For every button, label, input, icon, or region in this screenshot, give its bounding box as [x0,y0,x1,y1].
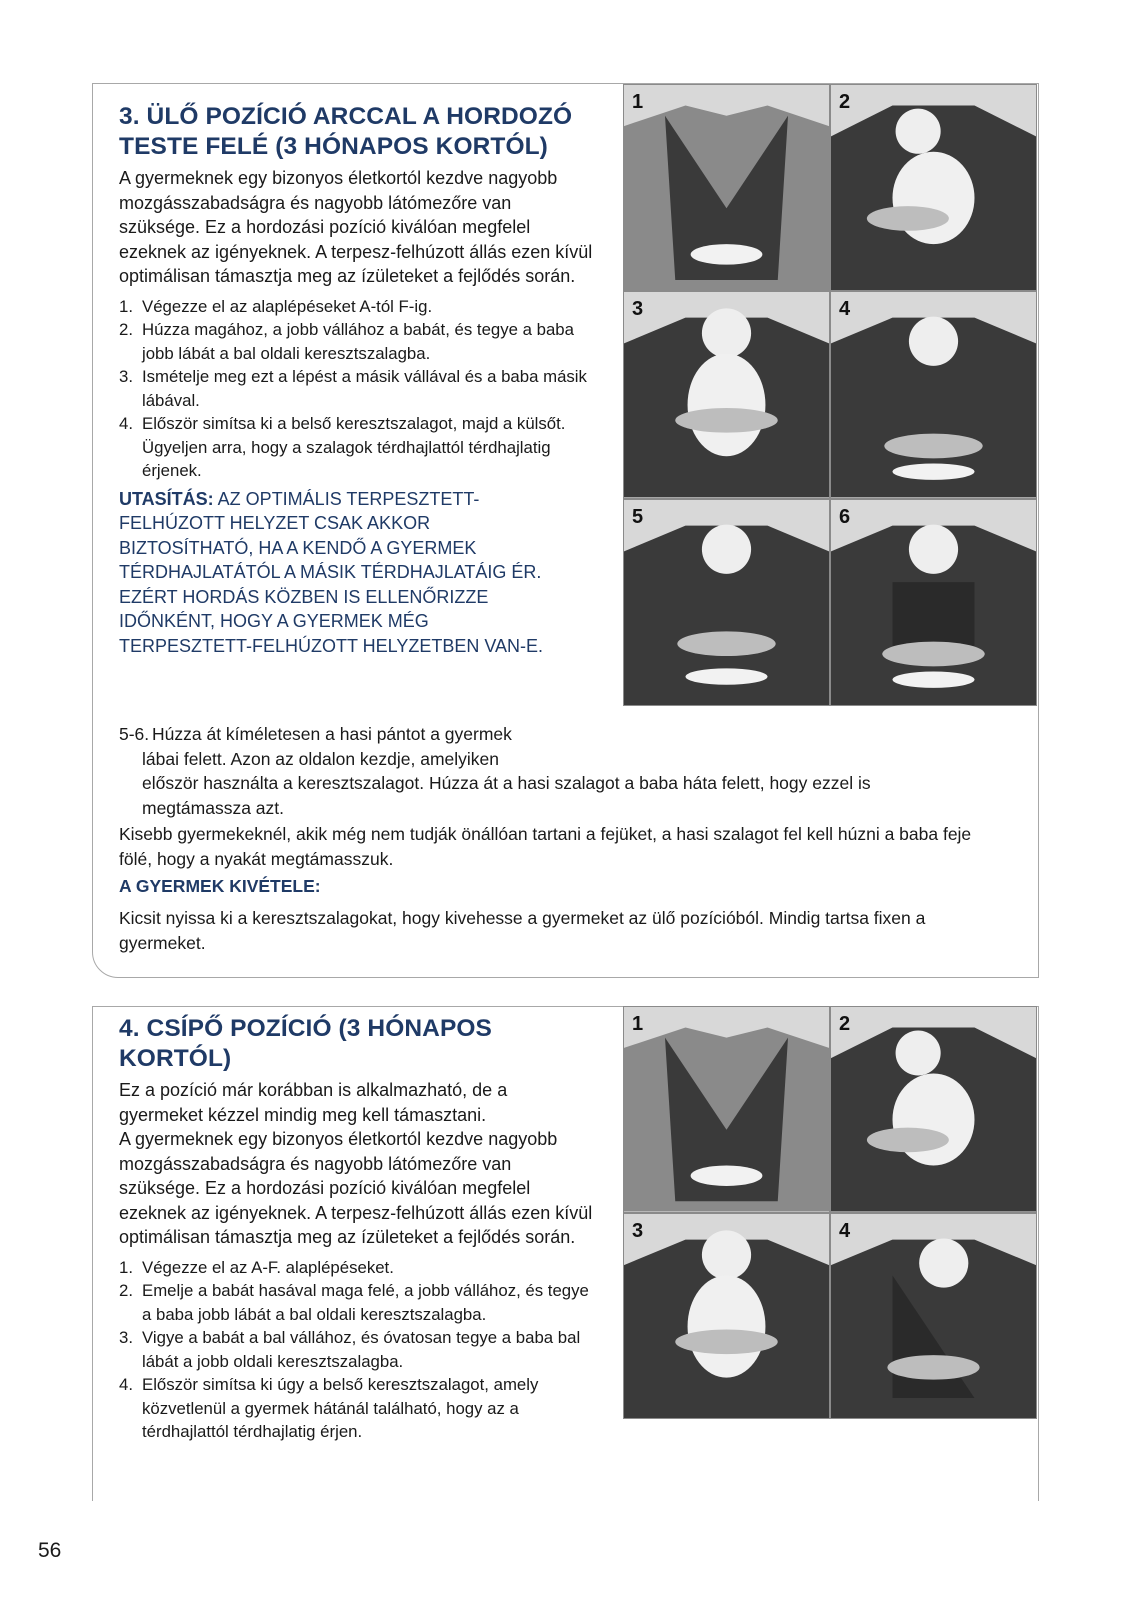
section-3-intro: A gyermeknek egy bizonyos életkortól kezdve nagyobb mozgásszabadságra és nagyobb látómezőre van szüksége. Ez a hordozási pozíció kiválóan megfelel ezeknek az igényeknek. A terpesz-felhúzott állás ezen kívül optimálisan támasztja meg az ízületeket a fejlődés során. [119,168,593,286]
small-children-note: Kisebb gyermekeknél, akik még nem tudják önállóan tartani a fejüket, a hasi szalagot fel kell húzni a baba feje fölé, hogy a nyakát megtámasszuk. [119,824,972,869]
photo-step-3: 3 [624,1214,829,1419]
list-item: 3. Ismételje meg ezt a lépést a másik vállával és a baba másik lábával. [119,367,587,410]
list-item: 4. Először simítsa ki úgy a belső keresztszalagot, amely közvetlenül a gyermek hátánál található, hogy az a térdhajlattól térdhajlatig érjen. [119,1375,539,1441]
carrier-photo-icon [831,1214,1036,1419]
list-item: 4. Először simítsa ki a belső keresztszalagot, majd a külsőt. Ügyeljen arra, hogy a szalagok térdhajlattól térdhajlatig érjenek. [119,414,566,480]
photo-step-3: 3 [624,292,829,497]
section-4-text [119,1014,594,1444]
photo-step-1: 1 [624,85,829,290]
carrier-photo-icon [624,1007,829,1212]
section-4-photo-grid [623,1006,1037,1419]
carrier-photo-icon [831,292,1036,497]
carrier-photo-icon [831,85,1036,290]
carrier-photo-icon [831,500,1036,705]
section-3-photo-grid [623,84,1037,706]
list-item: 1. Végezze el az alaplépéseket A-tól F-ig. [119,296,433,316]
carrier-photo-icon [624,1214,829,1419]
section-3-title: 3. ÜLŐ POZÍCIÓ ARCCAL A HORDOZÓ TESTE FELÉ (3 HÓNAPOS KORTÓL) [119,103,573,160]
removal-heading: A GYERMEK KIVÉTELE: [119,876,321,896]
photo-step-5: 5 [624,500,829,705]
photo-step-4: 4 [831,1214,1036,1419]
instruction-note: UTASÍTÁS: AZ OPTIMÁLIS TERPESZTETT-FELHÚZOTT HELYZET CSAK AKKOR BIZTOSÍTHATÓ, HA A KENDŐ A GYERMEK TÉRDHAJLATÁTÓL A MÁSIK TÉRDHAJLATÁIG ÉR. EZÉRT HORDÁS KÖZBEN IS ELLENŐRIZZE IDŐNKÉNT, HOGY A GYERMEK MÉG TERPESZTETT-FELHÚZOTT HELYZETBEN VAN-E. [119,488,544,656]
section-4-intro-1: Ez a pozíció már korábban is alkalmazható, de a gyermeket kézzel mindig meg kell támasztani. [119,1080,508,1125]
carrier-photo-icon [624,292,829,497]
removal-text: Kicsit nyissa ki a keresztszalagokat, hogy kivehesse a gyermeket az ülő pozícióból. Mindig tartsa fixen a gyermeket. [119,908,926,953]
photo-step-6: 6 [831,500,1036,705]
list-item: 2. Emelje a babát hasával maga felé, a jobb vállához, és tegye a baba jobb lábát a bal oldali keresztszalagba. [119,1281,589,1324]
photo-step-2: 2 [831,85,1036,290]
carrier-photo-icon [624,85,829,290]
photo-step-1: 1 [624,1007,829,1212]
photo-step-4: 4 [831,292,1036,497]
section-4-title: 4. CSÍPŐ POZÍCIÓ (3 HÓNAPOS KORTÓL) [119,1015,492,1072]
photo-step-2: 2 [831,1007,1036,1212]
carrier-photo-icon [831,1007,1036,1212]
section-3-text [119,102,594,658]
list-item: 2. Húzza magához, a jobb vállához a babát, és tegye a baba jobb lábát a bal oldali keresztszalagba. [119,320,574,363]
carrier-photo-icon [624,500,829,705]
list-item: 3. Vigye a babát a bal vállához, és óvatosan tegye a baba bal lábát a jobb oldali keresztszalagba. [119,1328,581,1371]
section-4-intro-2: A gyermeknek egy bizonyos életkortól kezdve nagyobb mozgásszabadságra és nagyobb látómezőre van szüksége. Ez a hordozási pozíció kiválóan megfelel ezeknek az igényeknek. A terpesz-felhúzott állás ezen kívül optimálisan támasztja meg az ízületeket a fejlődés során. [119,1129,593,1247]
page-number: 56 [38,1539,62,1562]
list-item: 1. Végezze el az A-F. alaplépéseket. [119,1257,394,1277]
step-5-6: 5-6. Húzza át kíméletesen a hasi pántot a gyermek lábai felett. Azon az oldalon kezdje, amelyiken először használta a keresztszalagot. Húzza át a hasi szalagot a baba háta felett, hogy ezzel is megtámassza azt. [119,724,871,818]
section-3-steps [119,295,594,483]
section-4-steps [119,1256,594,1444]
